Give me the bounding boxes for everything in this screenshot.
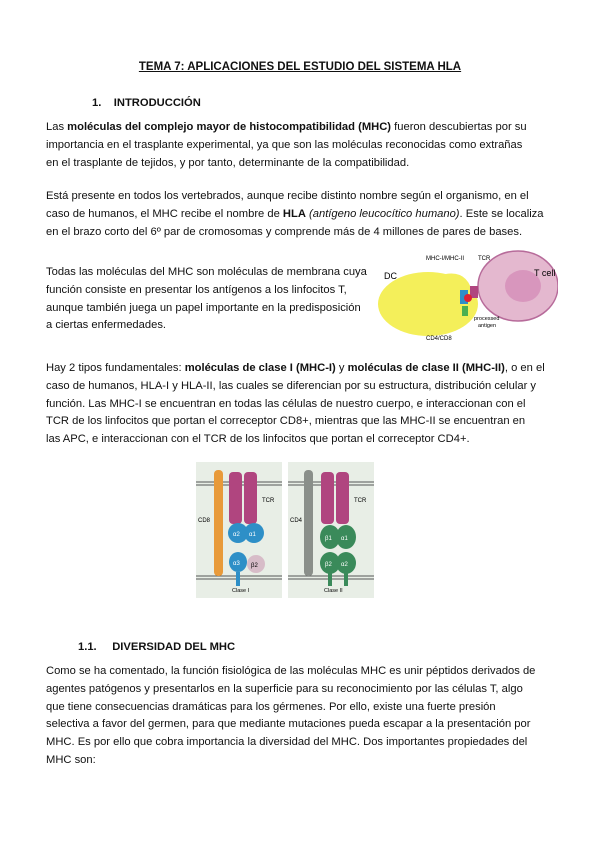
page-title: TEMA 7: APLICACIONES DEL ESTUDIO DEL SISTEMA HLA (138, 61, 462, 73)
section-heading-introduccion (92, 95, 201, 113)
tcr-alpha (321, 472, 334, 524)
tcr-beta (336, 472, 349, 524)
text-line: las APC, e interaccionan con el TCR de los linfocitos que portan el correceptor CD4+. (46, 433, 470, 446)
text-span: Las (46, 121, 68, 133)
text-line: función consiste en presentar los antígenos a los linfocitos T, (46, 283, 347, 296)
text-line: aunque también juega un papel importante en la predisposición (46, 301, 361, 314)
label-alpha1: α1 (341, 536, 348, 542)
bold-term-mhc2: moléculas de clase II (MHC-II) (347, 362, 505, 374)
text-span: fueron descubiertas por su (391, 121, 527, 133)
text-span: y (335, 362, 348, 374)
text-line: Como se ha comentado, la función fisiológica de las moléculas MHC es unir péptidos derivados de (46, 665, 536, 677)
bold-term-mhc1: moléculas de clase I (MHC-I) (184, 362, 336, 374)
transmembrane-tail-alpha (344, 572, 348, 586)
paragraph-intro (46, 119, 554, 172)
text-line: función. Las MHC-I se encuentran en todas las células de nuestro cuerpo, e interaccionan con el (46, 397, 526, 410)
text-line: caso de humanos, HLA-I y HLA-II, las cuales se diferencian por su estructura, distribución celular y (46, 379, 536, 392)
label-tcell: T cell (534, 268, 556, 278)
label-tcr: TCR (478, 256, 491, 262)
antigen-dot (464, 294, 472, 302)
label-clase-ii: Clase II (324, 588, 343, 594)
tcr-beta (244, 472, 257, 524)
transmembrane-tail (236, 572, 240, 586)
label-antigen-1: processed (474, 316, 500, 322)
text-span: caso de humanos, el MHC recibe el nombre de (46, 207, 283, 220)
label-alpha3: α3 (233, 561, 240, 567)
label-clase-i: Clase I (232, 588, 250, 594)
text-line: importancia en el trasplante experimental, ya que son las moléculas reconocidas como extrañas (46, 138, 523, 151)
label-alpha2: α2 (341, 562, 348, 568)
text-line: a ciertas enfermedades. (46, 319, 167, 332)
italic-term: (antígeno leucocítico humano) (305, 207, 460, 220)
label-cd: CD4/CD8 (426, 336, 452, 342)
cd-coreceptor (462, 306, 468, 316)
transmembrane-tail-beta (328, 572, 332, 586)
text-span: Hay 2 tipos fundamentales: (46, 362, 185, 374)
section-number: 1.1. (78, 641, 97, 653)
text-line: en el brazo corto del 6º par de cromosomas y comprende más de 4 millones de pares de bases. (46, 225, 523, 238)
label-alpha2: α2 (233, 532, 240, 538)
label-beta1: β1 (325, 536, 332, 542)
text-line: MHC son: (46, 753, 96, 766)
label-cd8: CD8 (198, 518, 211, 524)
text-line: selectiva a favor del germen, para que mediante mutaciones pueda escapar a la presentación por (46, 718, 531, 731)
tcr-alpha (229, 472, 242, 524)
text-line: MHC. Es por ello que cobra importancia la diversidad del MHC. Dos importantes propiedades del (46, 736, 528, 749)
label-cd4: CD4 (290, 518, 303, 524)
cd4-coreceptor (304, 470, 313, 576)
paragraph-tipos (46, 360, 554, 449)
text-span: . Este se localiza (459, 207, 544, 220)
label-alpha1: α1 (249, 532, 256, 538)
section-number: 1. (92, 97, 102, 109)
label-antigen-2: antigen (478, 323, 497, 329)
text-span: , o en el (504, 362, 545, 374)
bold-term-hla: HLA (282, 207, 306, 220)
text-line: TCR de los linfocitos que portan el correceptor CD8+, mientras que las MHC-II se encuentran en (46, 415, 526, 428)
text-line: en el trasplante de tejidos, y por tanto, determinante de la compatibilidad. (46, 156, 410, 169)
paragraph-vertebrados (46, 188, 554, 241)
bold-term-mhc: moléculas del complejo mayor de histocompatibilidad (MHC) (67, 121, 392, 133)
paragraph-membrana (46, 264, 366, 335)
text-line: que tiene consecuencias dramáticas para los gérmenes. Por ello, existe una fuerte presión (46, 700, 496, 713)
text-line: Todas las moléculas del MHC son moléculas de membrana cuya (46, 266, 367, 278)
label-mhc: MHC-I/MHC-II (426, 256, 464, 262)
label-beta2: β2 (251, 563, 258, 569)
paragraph-diversidad (46, 663, 554, 770)
label-tcr-right: TCR (354, 498, 367, 504)
figure-mhc-classes (196, 462, 374, 598)
text-line: agentes patógenos y presentarlos en la superficie para su reconocimiento por las células T, algo (46, 682, 523, 695)
cd8-coreceptor (214, 470, 223, 576)
text-line: Está presente en todos los vertebrados, aunque recibe distinto nombre según el organismo, en el (46, 190, 529, 202)
panel-class-i (196, 462, 282, 598)
section-heading-diversidad (78, 639, 235, 657)
panel-class-ii (288, 462, 374, 598)
figure-dc-tcell-interaction (378, 246, 558, 346)
label-beta2: β2 (325, 562, 332, 568)
label-tcr-left: TCR (262, 498, 275, 504)
section-title: INTRODUCCIÓN (113, 97, 201, 109)
section-title: DIVERSIDAD DEL MHC (112, 641, 236, 653)
label-dc: DC (384, 271, 397, 281)
